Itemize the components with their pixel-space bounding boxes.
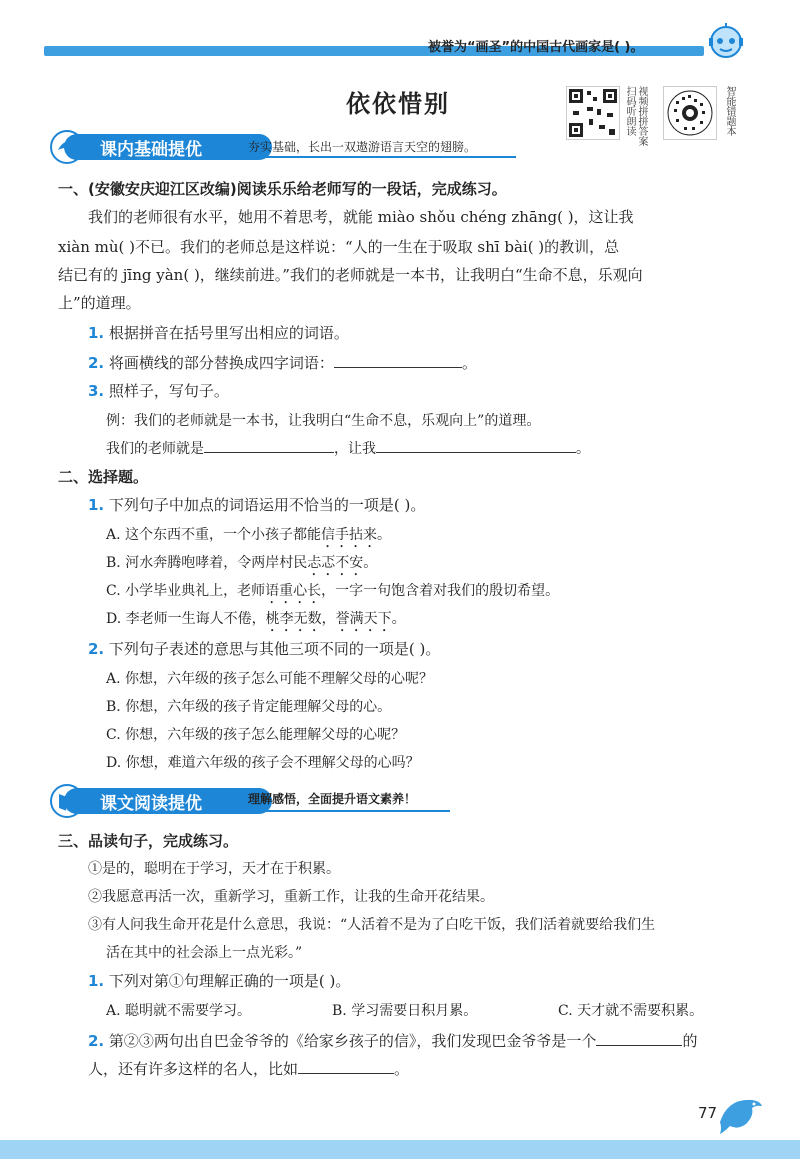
- qr-code-mistakes-icon[interactable]: [663, 86, 717, 140]
- answer-blank[interactable]: [204, 438, 334, 453]
- sub-question-text: 将画横线的部分替换成四字词语：: [108, 354, 334, 372]
- fill-text-a: 我们的老师就是: [106, 441, 204, 457]
- option-text: A. 这个东西不重，一个小孩子都能: [106, 527, 322, 543]
- option-a[interactable]: [106, 524, 391, 551]
- robot-mascot-icon: [705, 22, 747, 64]
- fill-sentence: [106, 438, 590, 458]
- option-c[interactable]: C. 天才就不需要积累。: [558, 1003, 704, 1019]
- sub-question-text: 人，还有许多这样的名人，比如: [88, 1060, 299, 1078]
- option-text: C. 小学毕业典礼上，老师: [106, 583, 266, 599]
- dotted-phrase: 誉满天下: [335, 611, 392, 627]
- option-text-end: ，一字一句饱含着对我们的殷切希望。: [321, 583, 560, 599]
- punctuation: 。: [363, 555, 378, 571]
- option-c[interactable]: [106, 580, 559, 607]
- fill-text-c: 。: [576, 441, 590, 457]
- dolphin-icon: [716, 1092, 766, 1138]
- sub-question-number: 2.: [88, 640, 105, 658]
- sub-question-text: 下列对第①句理解正确的一项是( )。: [108, 972, 351, 990]
- banner-underline: [230, 810, 450, 812]
- sub-question-text-end: 的: [682, 1032, 698, 1050]
- reading-question-2-cont: [88, 1058, 409, 1079]
- answer-blank[interactable]: [298, 1059, 394, 1074]
- sub-question-text: 下列句子表述的意思与其他三项不同的一项是( )。: [108, 640, 441, 658]
- option-a[interactable]: A. 聪明就不需要学习。: [106, 1003, 252, 1019]
- option-text: B. 河水奔腾咆哮着，令两岸村民: [106, 555, 308, 571]
- sub-question-text: 下列句子中加点的词语运用不恰当的一项是( )。: [108, 496, 426, 514]
- option-text: D. 李老师一生诲人不倦，: [106, 611, 266, 627]
- qr-label-mistakes: 智能错题本: [724, 86, 735, 136]
- answer-blank[interactable]: [376, 438, 576, 453]
- passage-line-4: 上”的道理。: [58, 294, 141, 312]
- question-1-heading: 一、(安徽安庆迎江区改编)阅读乐乐给老师写的一段话，完成练习。: [58, 180, 507, 198]
- reading-sentence-2: ②我愿意再活一次，重新学习，重新工作，让我的生命开花结果。: [88, 889, 494, 905]
- sub-question-number: 2.: [88, 354, 105, 372]
- qr-label-listen: 扫码听朗读: [624, 86, 635, 136]
- option-b[interactable]: B. 学习需要日积月累。: [332, 1003, 478, 1019]
- sub-question-text: 照样子，写句子。: [108, 382, 229, 400]
- dotted-phrase: 桃李无数: [265, 611, 322, 627]
- page-title: 依依惜别: [346, 90, 450, 118]
- section-subtitle-basic: 夯实基础，长出一双遨游语言天空的翅膀。: [248, 140, 477, 154]
- option-d[interactable]: D. 你想，难道六年级的孩子会不理解父母的心吗？: [106, 755, 420, 771]
- section-title-basic: 课内基础提优: [64, 134, 272, 160]
- passage-line-1: 我们的老师很有水平，她用不着思考，就能 miào shǒu chéng zhāng( )，这让我: [88, 208, 634, 226]
- reading-sentence-3a: ③有人问我生命开花是什么意思，我说：“人活着不是为了白吃干饭，我们活着就要给我们生: [88, 917, 656, 933]
- qr-code-icon[interactable]: [566, 86, 620, 140]
- banner-underline: [230, 156, 516, 158]
- choice-question-1: [88, 494, 425, 515]
- qr-label-video: 视频拼拼答案: [636, 86, 647, 146]
- page-number: 77: [698, 1104, 718, 1122]
- punctuation: 。: [391, 611, 406, 627]
- option-b[interactable]: [106, 552, 377, 579]
- sub-question-number: 2.: [88, 1032, 105, 1050]
- section-title-reading: 课文阅读提优: [64, 788, 272, 814]
- reading-sentence-1: ①是的，聪明在于学习，天才在于积累。: [88, 861, 340, 877]
- fill-text-b: ，让我: [334, 441, 376, 457]
- reading-sentence-3b: 活在其中的社会添上一点光彩。”: [106, 945, 303, 961]
- choice-question-2: [88, 638, 440, 659]
- punctuation: ，: [321, 611, 336, 627]
- trivia-question: 被誉为“画圣”的中国古代画家是( )。: [428, 40, 644, 55]
- punctuation: 。: [461, 354, 477, 372]
- example-sentence: 例：我们的老师就是一本书，让我明白“生命不息，乐观向上”的道理。: [106, 413, 541, 429]
- sub-question-number: 1.: [88, 324, 105, 342]
- sub-question-text: 第②③两句出自巴金爷爷的《给家乡孩子的信》，我们发现巴金爷爷是一个: [108, 1032, 597, 1050]
- punctuation: 。: [377, 527, 392, 543]
- answer-blank[interactable]: [334, 353, 462, 368]
- sub-question-number: 1.: [88, 972, 105, 990]
- dotted-phrase: 信手拈来: [321, 527, 378, 543]
- sub-question-3: [88, 380, 229, 401]
- sub-question-2: [88, 352, 477, 373]
- sub-question-number: 1.: [88, 496, 105, 514]
- passage-line-2: xiàn mù( )不已。我们的老师总是这样说：“人的一生在于吸取 shī bài( )的教训，总: [58, 238, 620, 256]
- answer-blank[interactable]: [596, 1031, 682, 1046]
- punctuation: 。: [394, 1060, 410, 1078]
- reading-question-1: [88, 970, 350, 991]
- option-c[interactable]: C. 你想，六年级的孩子怎么能理解父母的心呢？: [106, 727, 406, 743]
- sub-question-text: 根据拼音在括号里写出相应的词语。: [108, 324, 349, 342]
- sub-question-number: 3.: [88, 382, 105, 400]
- option-b[interactable]: B. 你想，六年级的孩子肯定能理解父母的心。: [106, 699, 392, 715]
- dotted-phrase: 语重心长: [265, 583, 322, 599]
- dotted-phrase: 忐忑不安: [307, 555, 364, 571]
- footer-wave: [0, 1140, 800, 1159]
- reading-question-2: [88, 1030, 697, 1051]
- question-2-heading: 二、选择题。: [58, 468, 149, 486]
- option-d[interactable]: [106, 608, 406, 635]
- section-subtitle-reading: 理解感悟，全面提升语文素养！: [248, 792, 417, 806]
- passage-line-3: 结已有的 jīng yàn( )，继续前进。”我们的老师就是一本书，让我明白“生命不息，乐观向: [58, 266, 643, 284]
- sub-question-1: [88, 322, 349, 343]
- option-a[interactable]: A. 你想，六年级的孩子怎么可能不理解父母的心呢？: [106, 671, 434, 687]
- question-3-heading: 三、品读句子，完成练习。: [58, 832, 239, 850]
